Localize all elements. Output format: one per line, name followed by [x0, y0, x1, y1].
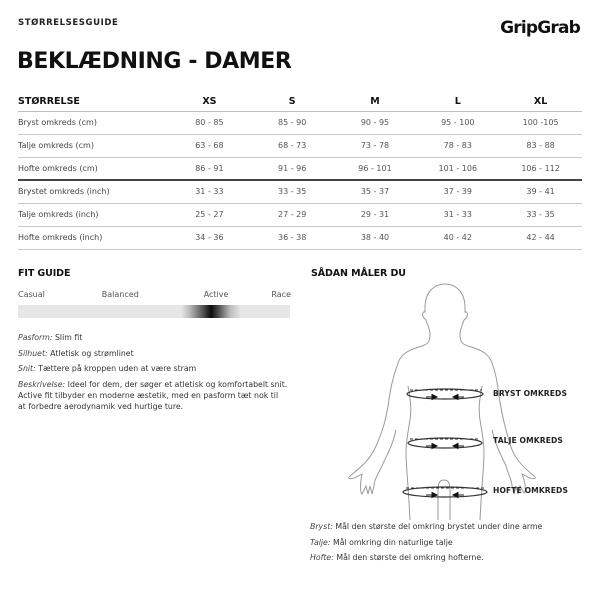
table-cell: 90 - 95 — [334, 111, 417, 134]
table-cell: 34 - 36 — [168, 226, 251, 249]
table-cell: 33 - 35 — [251, 180, 334, 203]
page-title: BEKLÆDNING - DAMER — [17, 49, 292, 74]
column-header-s: S — [251, 92, 334, 111]
note-hip: Hofte: Mål den største del omkring hofterne. — [310, 553, 484, 562]
table-cell: 95 - 100 — [416, 111, 499, 134]
table-cell: 40 - 42 — [416, 226, 499, 249]
chest-measure-label: BRYST OMKREDS — [493, 389, 568, 398]
table-cell: 35 - 37 — [334, 180, 417, 203]
table-cell: 73 - 78 — [334, 134, 417, 157]
column-header-size: STØRRELSE — [18, 92, 168, 111]
measurement-notes — [310, 521, 600, 568]
table-row — [18, 180, 582, 203]
body-figure — [340, 280, 600, 520]
fit-label-casual: Casual — [18, 290, 45, 299]
row-label: Talje omkreds (cm) — [18, 134, 168, 157]
fit-label-balanced: Balanced — [101, 290, 139, 299]
fit-scale-labels — [18, 290, 291, 299]
table-cell: 39 - 41 — [499, 180, 582, 203]
table-cell: 78 - 83 — [416, 134, 499, 157]
table-cell: 85 - 90 — [251, 111, 334, 134]
column-header-xl: XL — [499, 92, 582, 111]
table-cell: 106 - 112 — [499, 157, 582, 180]
fit-label-race: Race — [271, 290, 291, 299]
table-cell: 37 - 39 — [416, 180, 499, 203]
column-header-m: M — [334, 92, 417, 111]
fit-detail-pasform: Pasform: Slim fit — [18, 333, 83, 342]
fit-detail-beskrivelse: Beskrivelse: Ideel for dem, der søger et atletisk og komfortabelt snit. Active fit tilbyder en moderne æstetik, med en pasform tæt nok til at forbedre aerodynamik ved hurtige ture. — [18, 379, 288, 411]
fit-scale-bar — [18, 305, 290, 318]
fit-detail-snit: Snit: Tættere på kroppen uden at være stram — [18, 364, 197, 373]
table-row — [18, 157, 582, 180]
how-to-measure-heading: SÅDAN MÅLER DU — [311, 268, 406, 279]
column-header-xs: XS — [168, 92, 251, 111]
row-label: Brystet omkreds (inch) — [18, 180, 168, 203]
table-row — [18, 203, 582, 226]
note-chest: Bryst: Mål den største del omkring brystet under dine arme — [310, 522, 543, 531]
table-cell: 96 - 101 — [334, 157, 417, 180]
table-cell: 29 - 31 — [334, 203, 417, 226]
table-row — [18, 226, 582, 249]
table-cell: 33 - 35 — [499, 203, 582, 226]
row-label: Bryst omkreds (cm) — [18, 111, 168, 134]
column-header-l: L — [416, 92, 499, 111]
fit-description — [18, 332, 288, 416]
table-cell: 68 - 73 — [251, 134, 334, 157]
table-cell: 80 - 85 — [168, 111, 251, 134]
fit-detail-silhuet: Silhuet: Atletisk og strømlinet — [18, 348, 134, 358]
fit-label-active: Active — [203, 290, 229, 299]
table-cell: 83 - 88 — [499, 134, 582, 157]
table-cell: 86 - 91 — [168, 157, 251, 180]
table-cell: 25 - 27 — [168, 203, 251, 226]
size-table — [18, 92, 582, 250]
chest-measure-icon — [340, 280, 600, 520]
fit-guide-heading: FIT GUIDE — [18, 268, 71, 279]
table-cell: 63 - 68 — [168, 134, 251, 157]
row-label: Talje omkreds (inch) — [18, 203, 168, 226]
row-label: Hofte omkreds (cm) — [18, 157, 168, 180]
table-cell: 36 - 38 — [251, 226, 334, 249]
waist-measure-label: TALJE OMKREDS — [493, 436, 563, 445]
table-cell: 31 - 33 — [168, 180, 251, 203]
table-cell: 100 -105 — [499, 111, 582, 134]
table-row — [18, 111, 582, 134]
hip-measure-label: HOFTE OMKREDS — [493, 486, 569, 495]
note-waist: Talje: Mål omkring din naturlige talje — [310, 537, 453, 547]
table-cell: 31 - 33 — [416, 203, 499, 226]
table-row — [18, 134, 582, 157]
size-guide-supertitle: STØRRELSESGUIDE — [18, 18, 119, 28]
brand-logo: GripGrab — [500, 18, 580, 38]
size-table-header — [18, 92, 582, 111]
table-cell: 101 - 106 — [416, 157, 499, 180]
row-label: Hofte omkreds (inch) — [18, 226, 168, 249]
table-cell: 38 - 40 — [334, 226, 417, 249]
table-cell: 91 - 96 — [251, 157, 334, 180]
table-cell: 42 - 44 — [499, 226, 582, 249]
table-cell: 27 - 29 — [251, 203, 334, 226]
